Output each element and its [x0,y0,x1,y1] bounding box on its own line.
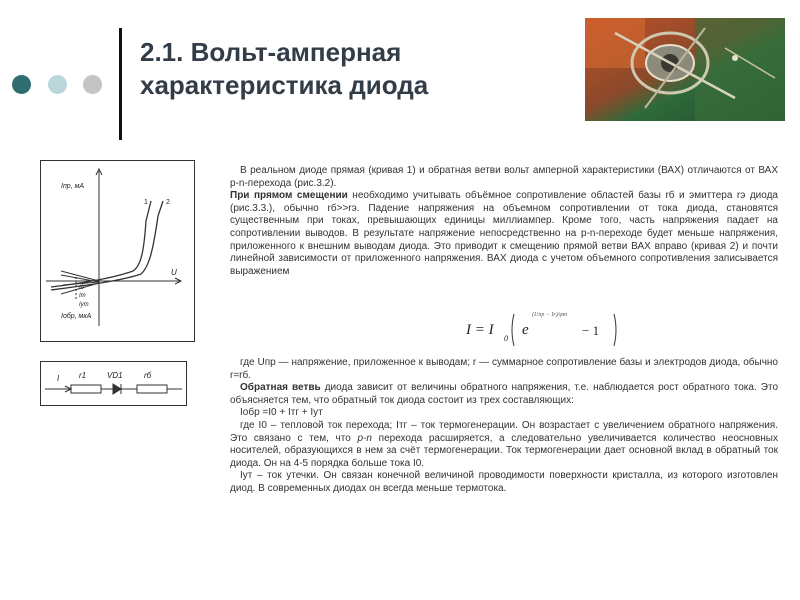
dot-teal [12,75,31,94]
i0-label: I0 [79,285,85,291]
forward-bias-body: необходимо учитывать объёмное сопротивление областей базы rб и эмиттера rэ диода (рис.3.3.), обычно rб>>rэ. Падение напряжения на объемном сопротивлении от тока диода, становятся существенным при токах, превышающих единицы миллиампер. Кроме того, часть напряжения падает на сопротивлении выводов. В результате напряжение непосредственно на p-n-переходе будет меньше напряжения, приложенного к внешним выводам диода. Это приводит к смещению прямой ветви ВАХ вправо (кривая 2) и почти линейной зависимости от приложенного напряжения. ВАХ диода с учетом объемного сопротивления записывается выражением [230,190,778,277]
dot-grey [83,75,102,94]
it-label: Iт [79,293,86,299]
text-block-bottom [230,357,778,496]
formula-lhs: I = I [466,322,494,338]
formula-sub: 0 [504,334,508,343]
curve-1-label: 1 [144,199,148,206]
reverse-branch-body: диода зависит от величины обратного напряжения, т.е. наблюдается рост обратного тока. Это объясняется тем, что обратный ток диода состоит из трех составляющих: [230,382,779,406]
slide-title [140,36,428,102]
thermal-current-part-a: где I0 – тепловой ток перехода; Iтг – ток термогенерации. Он возрастает с увеличением обратного напряжения. Это связано с тем, что [230,419,778,444]
reverse-branch-heading: Обратная ветвь [240,382,321,394]
paragraph-forward-bias [230,190,778,278]
text-block-top [230,165,778,278]
paragraph-leakage-current: Iут – ток утечки. Он связан конечной величиной проводимости поверхности кристалла, из которого изготовлен диод. В современных диодах он всегда меньше термотока. [230,470,778,494]
paragraph-intro: В реальном диоде прямая (кривая 1) и обратная ветви вольт амперной характеристики (ВАХ) отличаются от ВАХ р-n-перехода (рис.3.2). [230,165,778,189]
paragraph-where-upr: где Uпр — напряжение, приложенное к выводам; r — суммарное сопротивление базы и электродов диода, обычно r=rб. [230,357,778,381]
iut-label: Iут [79,302,89,308]
vd1-label: VD1 [107,371,123,380]
current-label: I [57,374,60,383]
diode-photo [585,18,785,121]
thermal-current-pn: p-n [357,432,372,444]
formula-minus-one: − 1 [582,323,600,338]
paragraph-thermal-current [230,420,778,470]
formula-exponent: (Uпр − Ir)/φт [532,312,568,318]
reverse-current-equation: Iобр =I0 + Iтг + Iут [240,407,323,419]
r1-label: r1 [79,371,87,380]
rb-label: rб [144,371,152,380]
neg-y-axis-label: Iобр, мкА [61,313,92,320]
title-divider [119,28,122,140]
equivalent-circuit-figure [40,361,187,406]
dot-light-blue [48,75,67,94]
y-axis-label: Iпр, мА [61,183,85,190]
forward-bias-heading: При прямом смещении [230,190,348,202]
iv-formula [462,310,622,350]
formula-e: e [522,322,529,338]
title-line-1: 2.1. Вольт-амперная [140,37,402,67]
curve-2-label: 2 [166,199,170,206]
x-axis-label: U [171,268,177,277]
paragraph-reverse-branch [230,382,778,407]
iv-characteristic-figure [40,160,195,342]
thermal-current-part-b: перехода расширяется, а следовательно увеличивается количество неосновных носителей, образующихся в нем за счёт термогенерации. Ток термогенерации дает основной вклад в обратный ток диода. Он на 4-5 порядка больше тока I0. [230,432,778,469]
title-line-2: характеристика диода [140,70,429,100]
